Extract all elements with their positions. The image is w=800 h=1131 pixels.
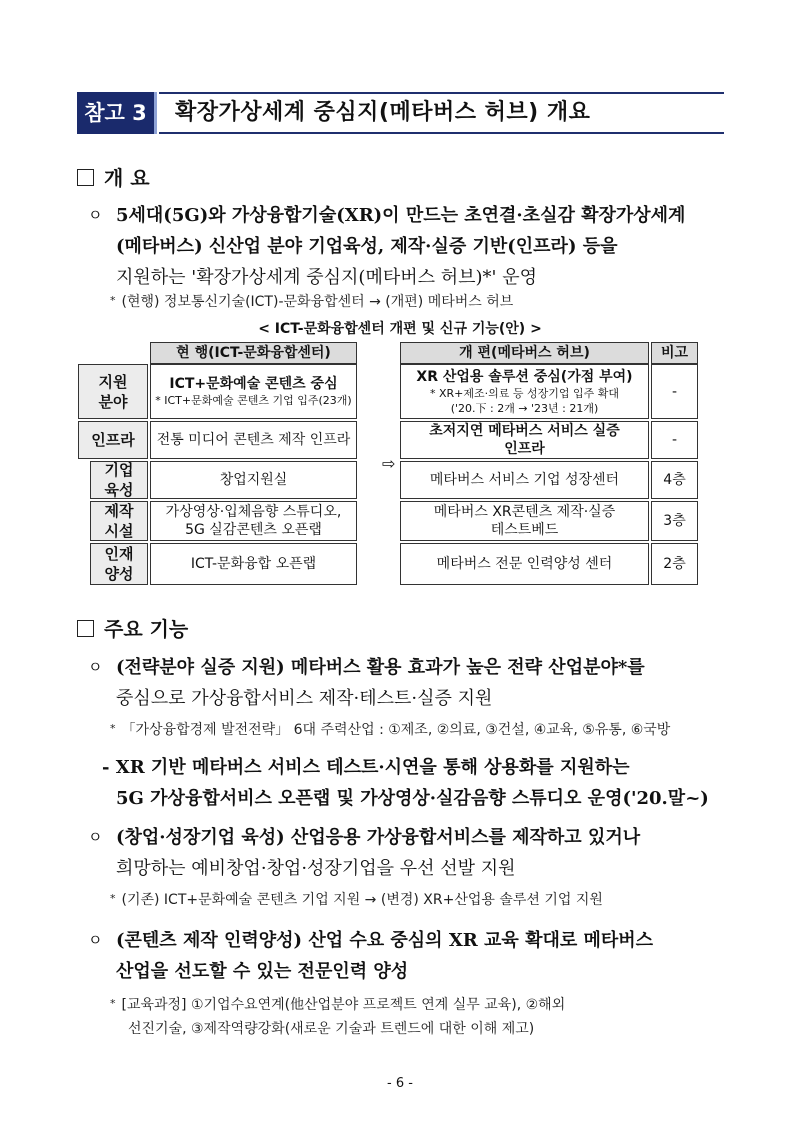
new-business-cell: 메타버스 서비스 기업 성장센터 — [400, 461, 649, 499]
table-caption: < ICT-문화융합센터 개편 및 신규 기능(안) > — [258, 321, 542, 337]
functions-heading — [77, 613, 188, 642]
current-facility-cell: 가상영상·입체음향 스튜디오, 5G 실감콘텐츠 오픈랩 — [150, 501, 357, 541]
note-talent-cell: 2층 — [651, 543, 698, 585]
function-1-note — [110, 718, 670, 741]
new-support-main: XR 산업용 솔루션 중심(가점 부여) — [416, 368, 633, 385]
checkbox-square-icon — [77, 169, 94, 186]
asterisk-icon: * — [110, 892, 116, 905]
note-business-cell: 4층 — [651, 461, 698, 499]
function-3-note-line-2: 선진기술, ③제작역량강화(새로운 기술과 트렌드에 대한 이해 제고) — [128, 1021, 535, 1037]
overview-line-3: 지원하는 '확장가상세계 중심지(메타버스 허브)*' 운영 — [116, 267, 537, 288]
page-number: - 6 - — [387, 1076, 413, 1091]
function-1-note-text: 「가상융합경제 발전전략」 6대 주력산업 : ①제조, ②의료, ③건설, ④교육, ⑤유통, ⑥국방 — [121, 722, 671, 738]
function-2-line-1: (창업·성장기업 육성) 산업응용 가상융합서비스를 제작하고 있거나 — [116, 827, 641, 848]
function-1 — [88, 652, 728, 714]
current-talent-cell: ICT-문화융합 오픈랩 — [150, 543, 357, 585]
asterisk-icon: * — [110, 722, 116, 735]
note-infra-cell: - — [651, 421, 698, 459]
overview-heading-text: 개 요 — [104, 166, 150, 190]
overview-paragraph — [88, 200, 728, 293]
new-support-cell — [400, 364, 649, 419]
arrow-right-icon: ⇨ — [382, 454, 396, 473]
table-header-current: 현 행(ICT-문화융합센터) — [150, 342, 357, 364]
function-1-detail-line-2: 5G 가상융합서비스 오픈랩 및 가상영상·실감음향 스튜디오 운영('20.말~) — [116, 788, 709, 809]
overview-note-text: (현행) 정보통신기술(ICT)-문화융합센터 → (개편) 메타버스 허브 — [121, 294, 514, 310]
overview-note — [110, 290, 513, 313]
function-1-detail — [102, 752, 732, 814]
row-label-business: 기업 육성 — [90, 461, 148, 499]
current-support-cell — [150, 364, 357, 419]
new-infra-cell: 초저지연 메타버스 서비스 실증 인프라 — [400, 421, 649, 459]
current-infra-cell: 전통 미디어 콘텐츠 제작 인프라 — [150, 421, 357, 459]
function-2-note — [110, 888, 603, 911]
current-support-sub: * ICT+문화예술 콘텐츠 기업 입주(23개) — [155, 394, 352, 407]
current-business-cell: 창업지원실 — [150, 461, 357, 499]
function-2-line-2: 희망하는 예비창업·창업·성장기업을 우선 선발 지원 — [116, 858, 516, 879]
row-label-talent: 인재 양성 — [90, 543, 148, 585]
function-2 — [88, 822, 728, 884]
reference-badge: 참고 3 — [77, 92, 157, 134]
circle-bullet-icon: ㅇ — [88, 828, 103, 846]
circle-bullet-icon: ㅇ — [88, 658, 103, 676]
note-support-cell: - — [651, 364, 698, 419]
function-1-line-2: 중심으로 가상융합서비스 제작·테스트·실증 지원 — [116, 688, 493, 709]
checkbox-square-icon — [77, 620, 94, 637]
table-header-note: 비고 — [651, 342, 698, 364]
overview-line-1: 5세대(5G)와 가상융합기술(XR)이 만드는 초연결·초실감 확장가상세계 — [116, 205, 686, 226]
note-facility-cell: 3층 — [651, 501, 698, 541]
row-label-facility: 제작 시설 — [90, 501, 148, 541]
table-header-new: 개 편(메타버스 허브) — [400, 342, 649, 364]
new-facility-cell: 메타버스 XR콘텐츠 제작·실증 테스트베드 — [400, 501, 649, 541]
overview-heading — [77, 162, 150, 191]
row-label-infra: 인프라 — [78, 421, 148, 459]
asterisk-icon: * — [110, 997, 116, 1010]
function-1-line-1: (전략분야 실증 지원) 메타버스 활용 효과가 높은 전략 산업분야*를 — [116, 657, 645, 678]
function-3-note — [110, 992, 565, 1041]
section-header — [77, 92, 724, 134]
circle-bullet-icon: ㅇ — [88, 206, 103, 224]
circle-bullet-icon: ㅇ — [88, 931, 103, 949]
row-label-support: 지원 분야 — [78, 364, 148, 419]
function-3-line-2: 산업을 선도할 수 있는 전문인력 양성 — [116, 961, 409, 982]
function-3-line-1: (콘텐츠 제작 인력양성) 산업 수요 중심의 XR 교육 확대로 메타버스 — [116, 930, 654, 951]
overview-line-2: (메타버스) 신산업 분야 기업육성, 제작·실증 기반(인프라) 등을 — [116, 236, 618, 257]
function-3 — [88, 925, 728, 987]
page-title: 확장가상세계 중심지(메타버스 허브) 개요 — [175, 100, 591, 125]
function-3-note-line-1: [교육과정] ①기업수요연계(他산업분야 프로젝트 연계 실무 교육), ②해외 — [121, 997, 566, 1013]
new-talent-cell: 메타버스 전문 인력양성 센터 — [400, 543, 649, 585]
function-2-note-text: (기존) ICT+문화예술 콘텐츠 기업 지원 → (변경) XR+산업용 솔루션 기업 지원 — [121, 892, 603, 908]
current-support-main: ICT+문화예술 콘텐츠 중심 — [169, 376, 338, 392]
asterisk-icon: * — [110, 294, 116, 307]
functions-heading-text: 주요 기능 — [104, 617, 189, 641]
new-support-sub: * XR+제조·의료 등 성장기업 입주 확대 ('20.下 : 2개 → '23년 : 21개) — [429, 386, 619, 415]
function-1-detail-line-1: - XR 기반 메타버스 서비스 테스트·시연을 통해 상용화를 지원하는 — [102, 757, 630, 778]
